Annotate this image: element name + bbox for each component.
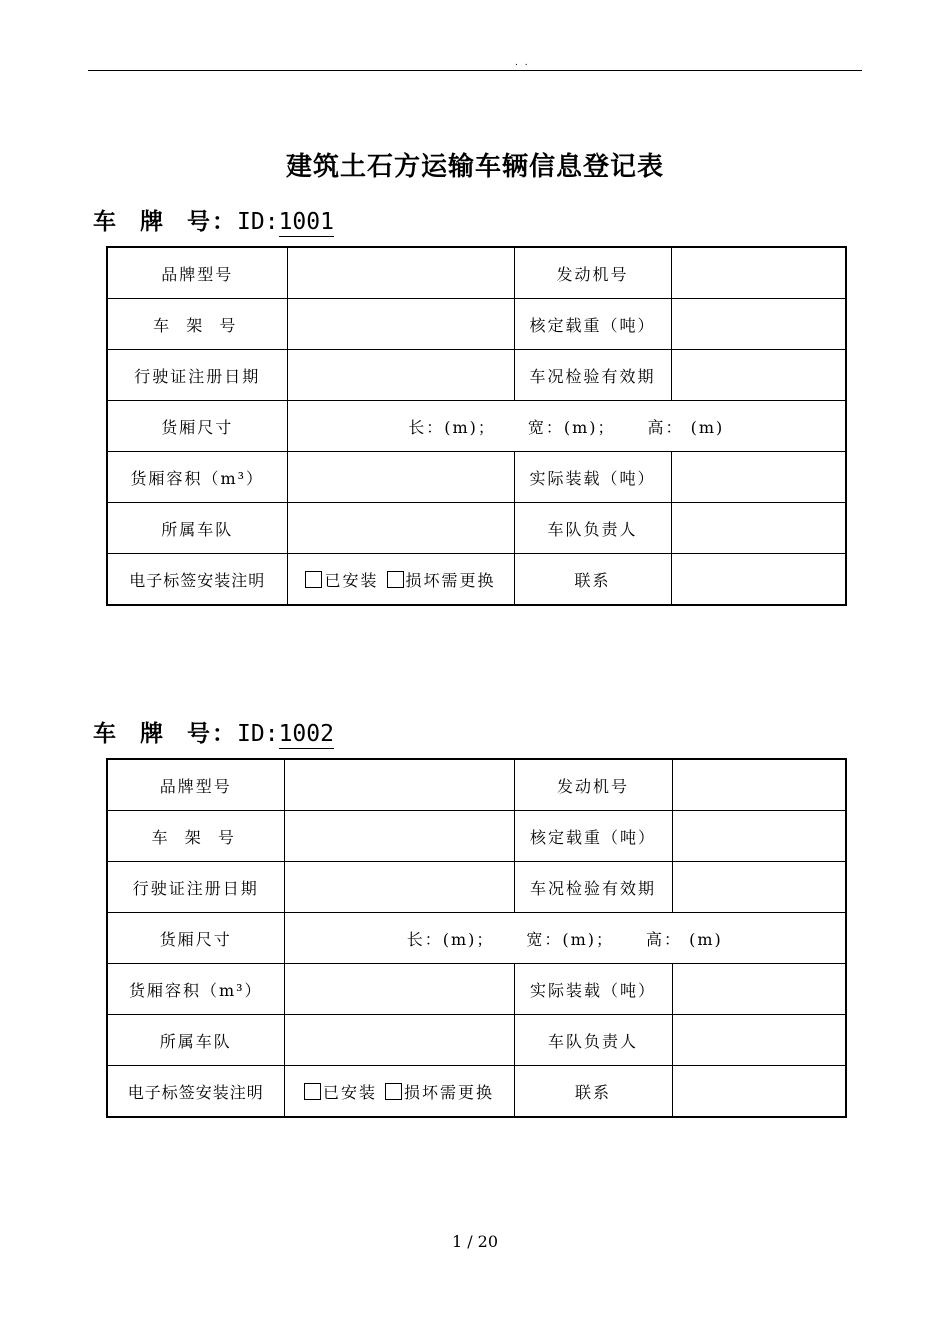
label-inspection-valid: 车况检验有效期	[514, 862, 672, 913]
frame-no-field[interactable]	[287, 299, 514, 350]
table-row	[107, 759, 846, 811]
plate-label: 车 牌 号	[93, 208, 219, 235]
label-engine-no: 发动机号	[514, 759, 672, 811]
cargo-size-field[interactable]	[287, 401, 846, 452]
plate-id: 1001	[278, 209, 334, 235]
option-installed[interactable]	[304, 1083, 377, 1102]
label-cargo-volume: 货厢容积（m³）	[107, 964, 284, 1015]
label-inspection-valid: 车况检验有效期	[514, 350, 671, 401]
fleet-field[interactable]	[287, 503, 514, 554]
rated-load-field[interactable]	[671, 299, 846, 350]
inspection-valid-field[interactable]	[671, 350, 846, 401]
installed-checkbox[interactable]	[304, 1083, 321, 1100]
label-license-date: 行驶证注册日期	[107, 862, 284, 913]
fleet-leader-field[interactable]	[672, 1015, 846, 1066]
label-engine-no: 发动机号	[514, 247, 671, 299]
installed-label: 已安装	[324, 570, 379, 590]
label-fleet: 所属车队	[107, 1015, 284, 1066]
dim-length: 长：(m)；	[406, 929, 495, 949]
etag-options	[287, 554, 514, 606]
label-brand-model: 品牌型号	[107, 247, 287, 299]
dim-width: 宽：(m)；	[526, 929, 615, 949]
damaged-checkbox[interactable]	[385, 1083, 402, 1100]
table-row	[107, 1015, 846, 1066]
plate-id: 1002	[278, 721, 334, 747]
dim-height: 高： (m)	[647, 417, 725, 437]
header-rule	[88, 70, 862, 71]
dim-width: 宽：(m)；	[527, 417, 616, 437]
page-title: 建筑土石方运输车辆信息登记表	[285, 152, 664, 182]
damaged-checkbox[interactable]	[387, 571, 404, 588]
option-damaged[interactable]	[385, 1083, 494, 1102]
label-fleet-leader: 车队负责人	[514, 1015, 672, 1066]
engine-no-field[interactable]	[671, 247, 846, 299]
table-row	[107, 811, 846, 862]
brand-model-field[interactable]	[287, 247, 514, 299]
label-brand-model: 品牌型号	[107, 759, 284, 811]
label-cargo-size: 货厢尺寸	[107, 913, 284, 964]
label-frame-no: 车 架 号	[107, 299, 287, 350]
dim-height: 高： (m)	[646, 929, 723, 949]
contact-field[interactable]	[671, 554, 846, 606]
label-etag-proof: 电子标签安装注明	[107, 554, 287, 606]
table-row	[107, 247, 846, 299]
table-row	[107, 299, 846, 350]
brand-model-field[interactable]	[284, 759, 514, 811]
actual-load-field[interactable]	[671, 452, 846, 503]
actual-load-field[interactable]	[672, 964, 846, 1015]
table-row	[107, 554, 846, 606]
table-row	[107, 964, 846, 1015]
rated-load-field[interactable]	[672, 811, 846, 862]
installed-checkbox[interactable]	[305, 571, 322, 588]
label-frame-no: 车 架 号	[107, 811, 284, 862]
fleet-field[interactable]	[284, 1015, 514, 1066]
table-row	[107, 350, 846, 401]
label-fleet-leader: 车队负责人	[514, 503, 671, 554]
cargo-volume-field[interactable]	[284, 964, 514, 1015]
dim-length: 长：(m)；	[408, 417, 496, 437]
page-number: 1 / 20	[451, 1232, 499, 1251]
label-cargo-volume: 货厢容积（m³）	[107, 452, 287, 503]
damaged-label: 损坏需更换	[405, 570, 496, 590]
damaged-label: 损坏需更换	[404, 1082, 495, 1102]
label-actual-load: 实际装载（吨）	[514, 964, 672, 1015]
table-row	[107, 452, 846, 503]
plate-label: 车 牌 号	[93, 720, 219, 747]
option-damaged[interactable]	[387, 571, 496, 590]
table-row	[107, 913, 846, 964]
vehicle-table-2	[106, 758, 847, 1118]
label-fleet: 所属车队	[107, 503, 287, 554]
label-rated-load: 核定载重（吨）	[514, 299, 671, 350]
table-row	[107, 1066, 846, 1118]
table-row	[107, 401, 846, 452]
fleet-leader-field[interactable]	[671, 503, 846, 554]
option-installed[interactable]	[305, 571, 378, 590]
plate-colon: ：	[212, 208, 236, 235]
license-date-field[interactable]	[284, 862, 514, 913]
label-license-date: 行驶证注册日期	[107, 350, 287, 401]
plate-prefix: ID:	[237, 209, 279, 235]
table-row	[107, 503, 846, 554]
plate-heading-1	[93, 203, 334, 236]
header-marks: . .	[515, 58, 530, 68]
label-etag-proof: 电子标签安装注明	[107, 1066, 284, 1118]
inspection-valid-field[interactable]	[672, 862, 846, 913]
plate-heading-2	[93, 715, 334, 748]
plate-colon: ：	[212, 720, 236, 747]
label-contact: 联系	[514, 554, 671, 606]
plate-prefix: ID:	[237, 721, 279, 747]
etag-options	[284, 1066, 514, 1118]
contact-field[interactable]	[672, 1066, 846, 1118]
license-date-field[interactable]	[287, 350, 514, 401]
label-rated-load: 核定载重（吨）	[514, 811, 672, 862]
label-cargo-size: 货厢尺寸	[107, 401, 287, 452]
cargo-size-field[interactable]	[284, 913, 846, 964]
label-contact: 联系	[514, 1066, 672, 1118]
frame-no-field[interactable]	[284, 811, 514, 862]
cargo-volume-field[interactable]	[287, 452, 514, 503]
installed-label: 已安装	[322, 1082, 377, 1102]
engine-no-field[interactable]	[672, 759, 846, 811]
label-actual-load: 实际装载（吨）	[514, 452, 671, 503]
table-row	[107, 862, 846, 913]
vehicle-table-1	[106, 246, 847, 606]
